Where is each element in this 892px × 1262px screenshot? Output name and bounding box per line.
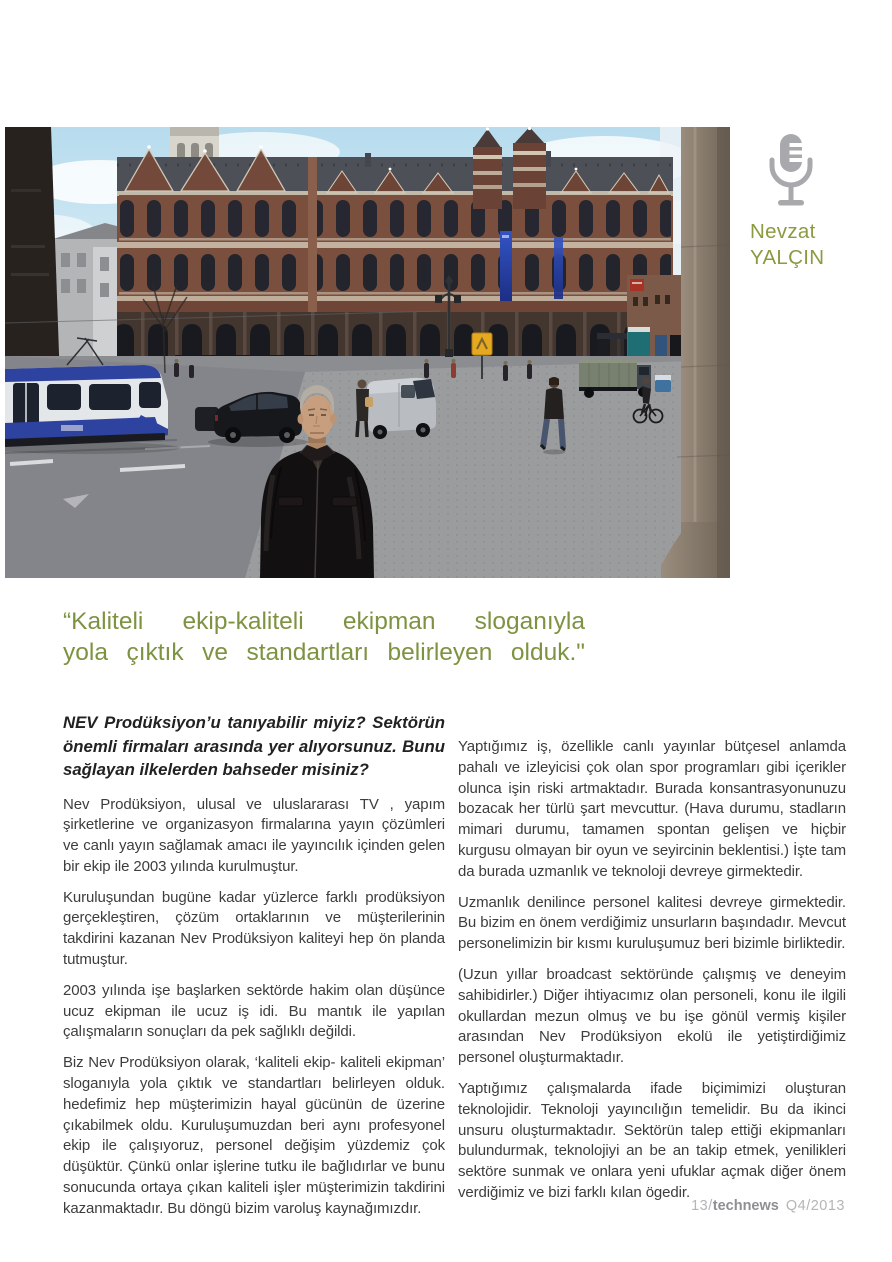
paragraph: Yaptığımız çalışmalarda ifade biçimimizi oluşturan teknolojidir. Teknoloji yayıncılığın temelidir. Bu da ikinci unsuru oluşturmaktadır. Sektörün talep ettiği ekipmanları bulundurmak, teknolojiyi an be an takip etmek, yenilikleri sektöre sunmak ve onlara yeni ufuklar açmak diğer önem verdiğimiz ve bizi farklı kılan ögedir. <box>458 1079 846 1201</box>
interview-photo <box>5 127 730 578</box>
photo-van <box>356 378 436 439</box>
paragraph: Uzmanlık denilince personel kalitesi devreye girmektedir. Bu bizim en önem verdiğimiz unsurların başındadır. Mevcut personelimizin bir kısmı kuruluşumuz beri bizimle birliktedir. <box>458 893 846 953</box>
paragraph: Nev Prodüksiyon, ulusal ve uluslararası TV , yapım şirketlerine ve organizasyon firmalarına yayın çözümleri ve canlı yayın sağlamak amacı ile yayıncılık içinden gelen bir ekip ile 2003 yılında kurulmuştur. <box>63 795 445 875</box>
pull-quote <box>63 606 585 668</box>
issue-label: Q4/2013 <box>785 1198 845 1214</box>
page-number: 13/ <box>691 1198 713 1214</box>
paragraph: Biz Nev Prodüksiyon olarak, ‘kaliteli ekip- kaliteli ekipman’ sloganıyla yola çıktık ve standartları belirleyen olduk. hedefimiz hep müşterimizin hayal gücünün de üzerine çıkabilmek oldu. Kuruluşumuzdan beri aynı profesyonel ekip ile çalışıyoruz, personel değişim yüzdemiz çok düşüktür. Çünkü onlar işlerine tutku ile bağlıdırlar ve bunu sonucunda ortaya çıkan kaliteli işler müşterimizin takdirini kazanmaktadır. Bu döngü bizim varoluş kaynağımızdır. <box>63 1054 445 1217</box>
article-left-column <box>63 711 445 1230</box>
photo-main-building <box>117 127 673 382</box>
byline-first-name: Nevzat <box>750 220 816 243</box>
page-footer <box>691 1198 845 1214</box>
microphone-icon <box>768 134 814 210</box>
photo-dark-building <box>5 127 60 385</box>
magazine-name: technews <box>712 1198 779 1214</box>
paragraph: Kuruluşundan bugüne kadar yüzlerce farklı prodüksiyon gerçekleştiren, çözüm ortaklarının ve müşterilerinin takdirini kazanan Nev Prodüksiyon kaliteyi hep ön planda tutmuştur. <box>63 888 445 969</box>
article-right-column <box>458 737 846 1214</box>
pull-quote-line-1: “Kaliteli ekip-kaliteli ekipman sloganıyla <box>63 608 585 635</box>
pull-quote-line-2: yola çıktık ve standartları belirleyen olduk." <box>63 639 585 666</box>
byline <box>750 219 824 271</box>
paragraph: 2003 yılında işe başlarken sektörde hakim olan düşünce ucuz ekipman ile ucuz iş idi. Bu mantık ile yapılan çalışmaların sonuçları da pek sağlıklı değildi. <box>63 981 445 1041</box>
byline-last-name: YALÇIN <box>750 246 825 269</box>
interview-question: NEV Prodüksiyon’u tanıyabilir miyiz? Sektörün önemli firmaları arasında yer alıyorsunuz. Bunu sağlayan ilkelerden bahseder misiniz? <box>63 713 445 779</box>
paragraph: Yaptığımız iş, özellikle canlı yayınlar bütçesel anlamda pahalı ve izleyicisi çok olan spor programları gibi içerikler olunca işin riski artmaktadır. Burada konsantrasyonunuzu bozacak her türlü şart mevcuttur. (Hava durumu, stadların mimari durumu, tamamen spontan gelişen ve hiçbir kurgusu olmayan bir oyun ve seyircinin beklentisi.) İşte tam da burada uzmanlık ve teknoloji devreye girmektedir. <box>458 738 846 880</box>
paragraph: (Uzun yıllar broadcast sektöründe çalışmış ve deneyim sahibidirler.) Diğer ihtiyacımız olan personeli, konu ile ilgili okullardan mezun olmuş ve bu işe gönül vermiş kişiler arasından Nev Prodüksiyon ekolü ile yetiştirdiğimiz personel oluşturmaktadır. <box>458 965 846 1067</box>
